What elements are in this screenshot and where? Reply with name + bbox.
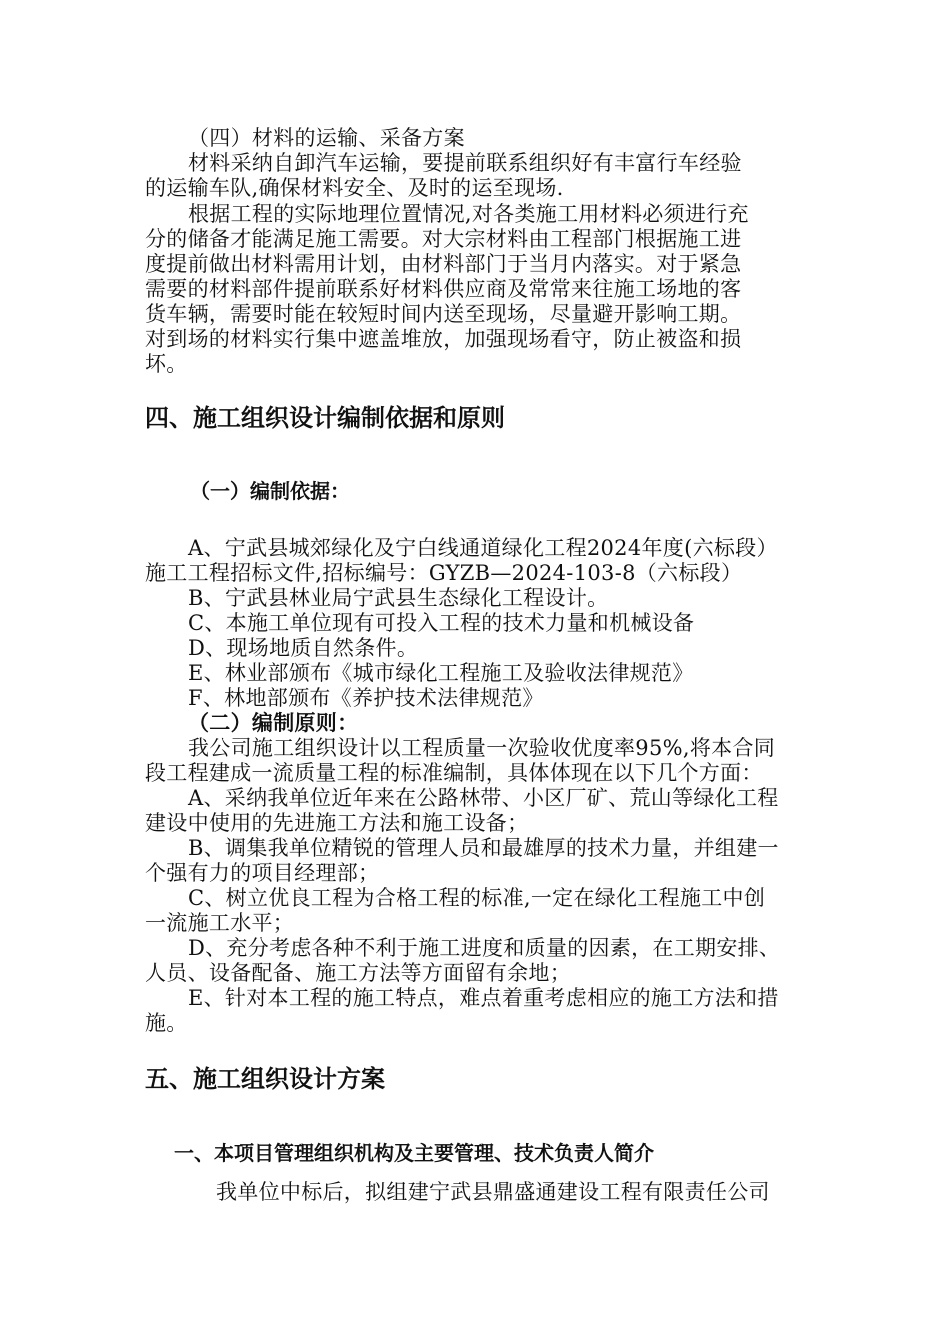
paragraph-line: C、树立优良工程为合格工程的标准,一定在绿化工程施工中创 <box>188 886 766 910</box>
paragraph-line: 度提前做出材料需用计划，由材料部门于当月内落实。对于紧急 <box>145 252 742 276</box>
list-item: B、宁武县林业局宁武县生态绿化工程设计。 <box>188 586 609 610</box>
paragraph-line: 货车辆，需要时能在较短时间内送至现场，尽量避开影响工期。 <box>145 302 742 326</box>
list-item: D、现场地质自然条件。 <box>188 636 419 660</box>
paragraph-line: 坏。 <box>145 352 188 376</box>
paragraph-line: B、调集我单位精锐的管理人员和最雄厚的技术力量，并组建一 <box>188 836 779 860</box>
section-heading: 五、施工组织设计方案 <box>145 1065 385 1093</box>
paragraph-line: 建设中使用的先进施工方法和施工设备； <box>145 811 529 835</box>
subsection-title: （四）材料的运输、采备方案 <box>188 126 465 150</box>
paragraph-line: 人员、设备配备、施工方法等方面留有余地； <box>145 961 571 985</box>
subsection-heading: 一、本项目管理组织机构及主要管理、技术负责人简介 <box>174 1141 654 1165</box>
paragraph-line: 个强有力的项目经理部； <box>145 861 380 885</box>
subsection-heading: （二）编制原则： <box>188 710 359 735</box>
paragraph-line: 施。 <box>145 1011 188 1035</box>
paragraph-line: 我公司施工组织设计以工程质量一次验收优度率95%,将本合同 <box>188 736 776 760</box>
list-item: A、宁武县城郊绿化及宁白线通道绿化工程2024年度(六标段） <box>188 536 778 560</box>
list-item: 施工工程招标文件,招标编号：GYZB—2024-103-8（六标段） <box>145 561 743 585</box>
section-heading: 四、施工组织设计编制依据和原则 <box>145 404 505 432</box>
paragraph-line: 我单位中标后，拟组建宁武县鼎盛通建设工程有限责任公司 <box>216 1180 770 1204</box>
paragraph-line: 对到场的材料实行集中遮盖堆放，加强现场看守，防止被盗和损 <box>145 327 742 351</box>
paragraph-line: 根据工程的实际地理位置情况,对各类施工用材料必须进行充 <box>188 202 749 226</box>
paragraph-line: 分的储备才能满足施工需要。对大宗材料由工程部门根据施工进 <box>145 227 742 251</box>
paragraph-line: D、充分考虑各种不利于施工进度和质量的因素，在工期安排、 <box>188 936 781 960</box>
list-item: E、林业部颁布《城市绿化工程施工及验收法律规范》 <box>188 661 694 685</box>
subsection-heading: （一）编制依据： <box>190 479 350 503</box>
paragraph-line: A、采纳我单位近年来在公路林带、小区厂矿、荒山等绿化工程 <box>188 786 779 810</box>
paragraph-line: 段工程建成一流质量工程的标准编制，具体体现在以下几个方面： <box>145 761 763 785</box>
paragraph-line: 需要的材料部件提前联系好材料供应商及常常来往施工场地的客 <box>145 277 742 301</box>
paragraph-line: 材料采纳自卸汽车运输，要提前联系组织好有丰富行车经验 <box>188 151 742 175</box>
list-item: F、林地部颁布《养护技术法律规范》 <box>188 686 544 710</box>
paragraph-line: 一流施工水平； <box>145 911 295 935</box>
paragraph-line: 的运输车队,确保材料安全、及时的运至现场. <box>145 176 564 200</box>
list-item: C、本施工单位现有可投入工程的技术力量和机械设备 <box>188 611 695 635</box>
paragraph-line: E、针对本工程的施工特点，难点着重考虑相应的施工方法和措 <box>188 986 779 1010</box>
